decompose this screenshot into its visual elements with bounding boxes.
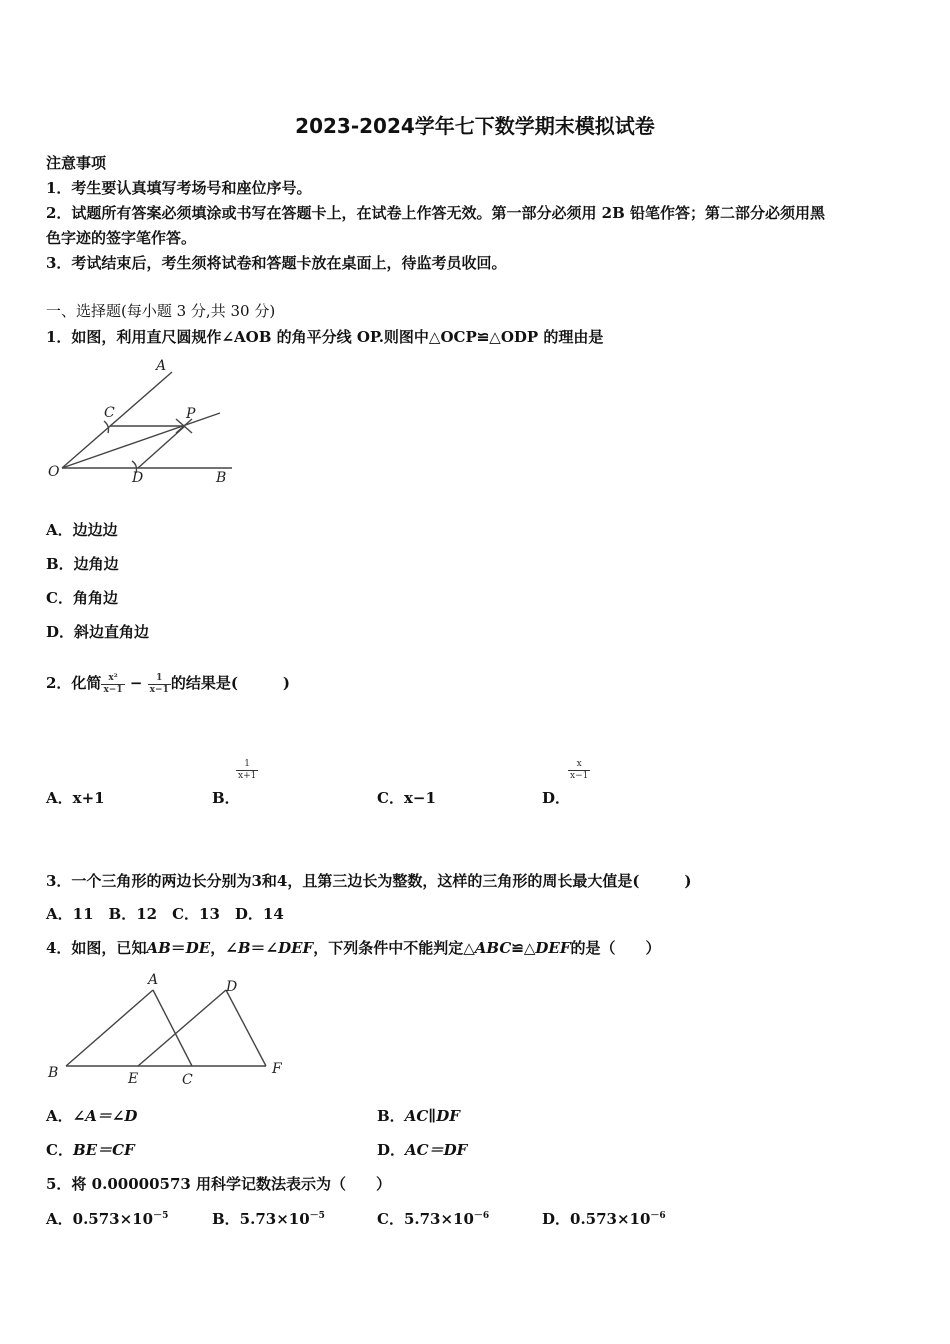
fraction-numerator: x — [568, 759, 590, 771]
q2-suffix: 的结果是( ) — [170, 674, 291, 692]
option-text: AC∥DF — [404, 1107, 460, 1125]
q4-option-a — [46, 1105, 137, 1126]
option-exponent: －6 — [650, 1211, 666, 1221]
notice-item: 色字迹的签字笔作答。 — [46, 229, 197, 247]
fraction-numerator: 1 — [148, 673, 171, 685]
option-label: D． — [377, 1141, 406, 1159]
label-b: B — [48, 1065, 59, 1081]
label-c: C — [104, 405, 115, 421]
q2-fraction-1 — [101, 673, 124, 696]
label-p: P — [186, 406, 196, 422]
q5-option-d — [542, 1208, 666, 1229]
label-e: E — [128, 1071, 139, 1087]
q4-equals: ＝ — [170, 939, 186, 957]
question-2-stem — [46, 672, 290, 696]
label-d: D — [226, 979, 238, 995]
option-exponent: －6 — [473, 1211, 490, 1221]
option-text: BE＝CF — [72, 1141, 135, 1159]
q1-figure — [40, 355, 240, 490]
q4-option-c — [46, 1139, 135, 1160]
segment-ed — [138, 990, 226, 1066]
label-a: A — [148, 972, 159, 988]
q1-option-c: C．角角边 — [46, 589, 118, 607]
label-b: B — [216, 470, 227, 486]
ray-op — [62, 413, 220, 468]
q2-option-b-fraction — [236, 759, 258, 782]
q4-option-b — [377, 1105, 460, 1126]
label-a: A — [156, 358, 167, 374]
option-text: C．5.73×10 — [377, 1210, 474, 1228]
question-1-stem: 1．如图，利用直尺圆规作∠AOB 的角平分线 OP.则图中△OCP≌△ODP 的理由是 — [46, 328, 604, 346]
q2-option-c: C．x−1 — [377, 789, 436, 807]
fraction-denominator: x−1 — [570, 771, 589, 781]
q1-option-d: D．斜边直角边 — [46, 623, 150, 641]
question-5-stem: 5．将 0.00000573 用科学记数法表示为（ ） — [46, 1175, 392, 1193]
segment-ab — [66, 990, 153, 1066]
fraction-denominator: x−1 — [149, 684, 169, 695]
q2-option-b: B． — [212, 789, 240, 807]
q4-option-d — [377, 1139, 467, 1160]
segment-ac — [153, 990, 192, 1066]
q5-option-c — [377, 1208, 489, 1229]
q4-triangle-def: DEF — [535, 939, 571, 957]
option-label: B． — [377, 1107, 405, 1125]
label-d: D — [132, 470, 144, 486]
q4-angle-def: DEF — [278, 939, 314, 957]
option-text: AC＝DF — [405, 1141, 468, 1159]
fraction-denominator: x+1 — [238, 771, 257, 781]
q1-option-a: A．边边边 — [46, 521, 118, 539]
q2-option-a: A．x+1 — [46, 789, 105, 807]
notice-item: 2．试题所有答案必须填涂或书写在答题卡上，在试卷上作答无效。第一部分必须用 2B 铅笔作答；第二部分必须用黑 — [46, 204, 826, 222]
question-4-stem — [46, 937, 661, 958]
page-title: 2023-2024学年七下数学期末模拟试卷 — [295, 114, 655, 138]
option-text: ∠A＝∠D — [72, 1107, 138, 1125]
option-exponent: －5 — [309, 1211, 325, 1221]
segment-df — [226, 990, 266, 1066]
notice-item: 1．考生要认真填写考场号和座位序号。 — [46, 179, 312, 197]
q5-option-a — [46, 1208, 168, 1229]
q4-comma: ，∠ — [210, 939, 238, 957]
q2-option-d: D． — [542, 789, 571, 807]
label-c: C — [182, 1072, 193, 1088]
q2-fraction-2 — [148, 673, 171, 696]
option-text: D．0.573×10 — [542, 1210, 651, 1228]
q4-segment-de: DE — [185, 939, 211, 957]
q4-stem-mid: ，下列条件中不能判定△ — [313, 939, 475, 957]
notice-heading: 注意事项 — [46, 154, 107, 172]
q4-congruent: ≌△ — [511, 939, 536, 957]
q4-angle-b: B — [237, 939, 251, 957]
option-text: A．0.573×10 — [46, 1210, 154, 1228]
fraction-denominator: x−1 — [103, 684, 123, 695]
q1-option-b: B．边角边 — [46, 555, 119, 573]
q4-equals-angle: ＝∠ — [250, 939, 279, 957]
notice-item: 3．考试结束后，考生须将试卷和答题卡放在桌面上，待监考员收回。 — [46, 254, 507, 272]
q2-minus: − — [129, 674, 143, 692]
q4-figure — [40, 965, 300, 1095]
q5-option-b — [212, 1208, 325, 1229]
q3-options: A．11 B．12 C．13 D．14 — [46, 905, 284, 923]
question-3-stem: 3．一个三角形的两边长分别为3和4，且第三边长为整数，这样的三角形的周长最大值是( ) — [46, 872, 692, 890]
option-label: A． — [46, 1107, 73, 1125]
segment-dp — [138, 426, 185, 468]
label-o: O — [48, 464, 60, 480]
q4-stem-start: 4．如图，已知 — [46, 939, 147, 957]
option-text: B．5.73×10 — [212, 1210, 310, 1228]
option-exponent: －5 — [153, 1211, 169, 1221]
ray-oa — [62, 372, 172, 468]
fraction-numerator: x² — [101, 673, 124, 685]
q4-segment-ab: AB — [146, 939, 171, 957]
section-heading: 一、选择题(每小题 3 分,共 30 分) — [46, 302, 276, 320]
q2-prefix: 2．化简 — [46, 674, 102, 692]
option-label: C． — [46, 1141, 73, 1159]
q2-option-d-fraction — [568, 759, 590, 782]
fraction-numerator: 1 — [236, 759, 258, 771]
q4-triangle-abc: ABC — [474, 939, 512, 957]
label-f: F — [272, 1061, 282, 1077]
q4-stem-end: 的是（ ） — [570, 939, 661, 957]
